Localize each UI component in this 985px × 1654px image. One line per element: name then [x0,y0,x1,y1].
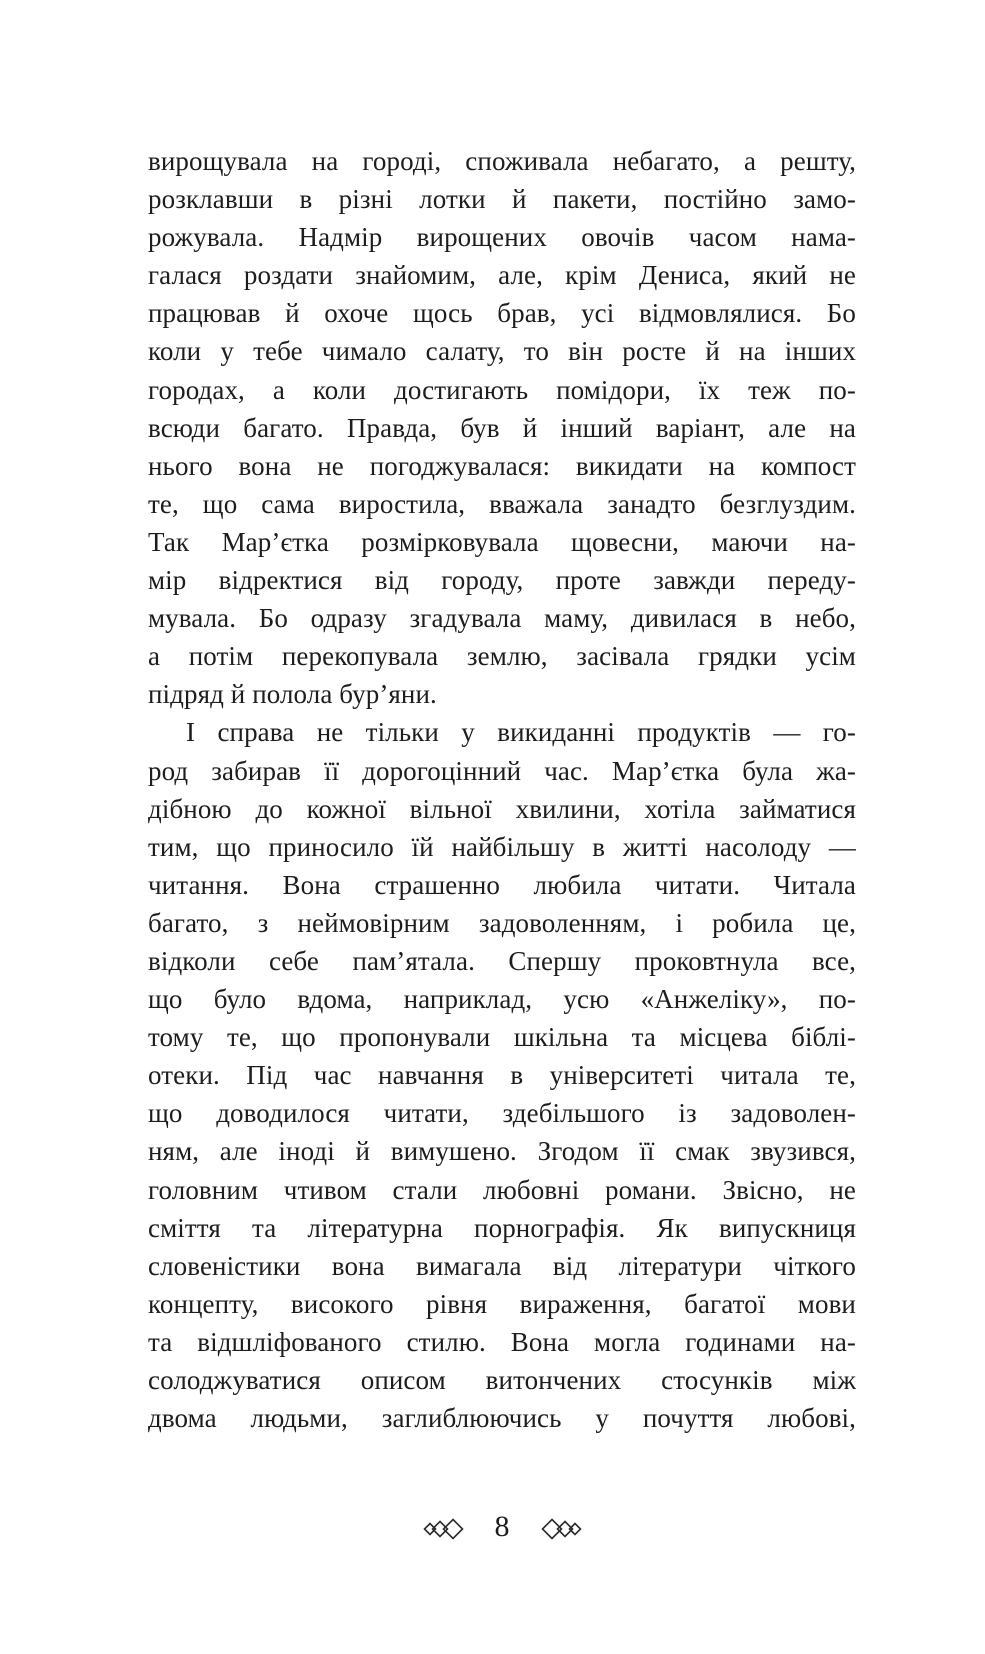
text-line: багато, з неймовірним задоволенням, і робила це, [148,907,856,938]
text-line: підряд й полола бур’яни. [148,679,437,710]
text-line: солоджуватися описом витончених стосунків між [148,1365,856,1395]
text-line: двома людьми, заглиблюючись у почуття любові, [148,1403,856,1434]
text-line: розклавши в різні лотки й пакети, постійно замо- [148,184,856,215]
text-line: ням, але іноді й вимушено. Згодом її смак звузився, [148,1136,856,1167]
text-line: тому те, що пропонували шкільна та місцева біблі- [148,1022,856,1053]
text-line: мір відректися від городу, проте завжди переду- [148,565,856,596]
text-line: всюди багато. Правда, був й інший варіант, але на [148,412,856,443]
text-line: коли у тебе чимало салату, то він росте й на інших [148,336,856,367]
page-footer [148,1503,856,1555]
body-text [148,142,856,1437]
text-line: відколи себе пам’ятала. Спершу проковтнула все, [148,945,856,976]
text-line: рожувала. Надмір вирощених овочів часом нама- [148,222,856,253]
text-line: мувала. Бо одразу згадувала маму, дивилася в небо, [148,603,856,634]
triple-diamond-left-icon [421,1516,467,1542]
text-line: працював й охоче щось брав, усі відмовлялися. Бо [148,298,856,329]
text-line: І справа не тільки у викиданні продуктів — го- [186,717,856,748]
text-line: та відшліфованого стилю. Вона могла годинами на- [148,1326,856,1357]
page-number: 8 [494,1510,510,1543]
text-line: читання. Вона страшенно любила читати. Читала [148,869,856,900]
text-line: отеки. Під час навчання в університеті читала те, [148,1060,856,1091]
text-line: дібною до кожної вільної хвилини, хотіла займатися [148,793,856,824]
text-line: Так Мар’єтка розмірковувала щовесни, маючи на- [148,526,856,557]
text-line: що було вдома, наприклад, усю «Анжеліку», по- [148,984,856,1015]
text-line: род забирав її дорогоцінний час. Мар’єтка була жа- [148,755,856,786]
text-line: городах, а коли достигають помідори, їх теж по- [148,374,856,405]
text-line: сміття та літературна порнографія. Як випускниця [148,1212,856,1243]
text-line: головним чтивом стали любовні романи. Звісно, не [148,1174,856,1205]
text-line: галася роздати знайомим, але, крім Дениса, який не [148,260,856,291]
text-line: а потім перекопувала землю, засівала грядки усім [148,641,856,672]
text-line: нього вона не погоджувалася: викидати на компост [148,450,856,481]
text-line: словеністики вона вимагала від літератури чіткого [148,1250,856,1281]
text-line: тим, що приносило їй найбільшу в житті насолоду — [148,831,856,862]
text-line: що доводилося читати, здебільшого із задоволен- [148,1098,856,1129]
text-line: концепту, високого рівня вираження, багатої мови [148,1288,856,1319]
text-line: те, що сама виростила, вважала занадто безглуздим. [148,488,856,519]
triple-diamond-right-icon [538,1516,584,1542]
text-line: вирощувала на городі, споживала небагато, а решту, [148,146,856,176]
